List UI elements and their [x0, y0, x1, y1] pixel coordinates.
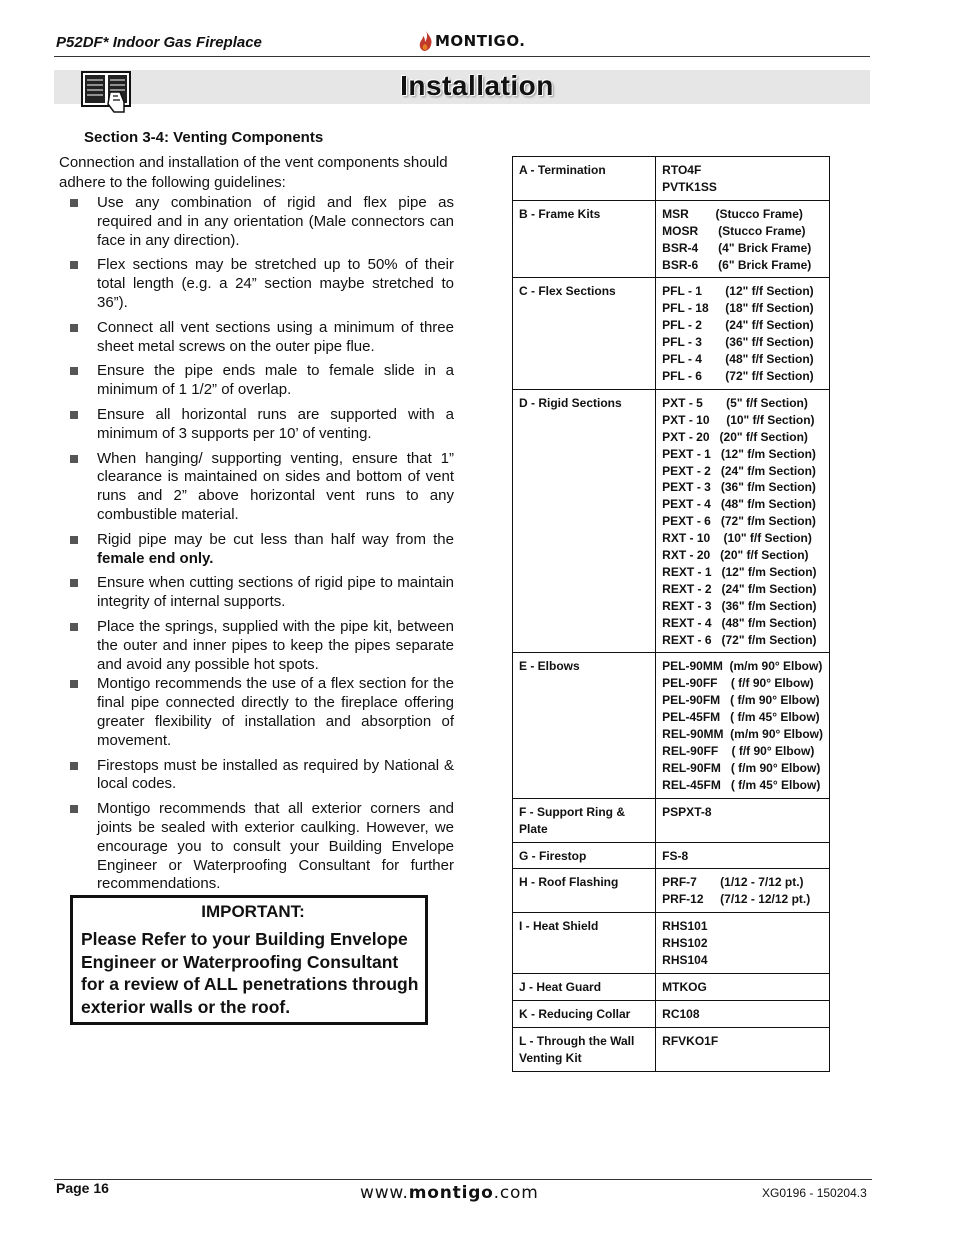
document-title: P52DF* Indoor Gas Fireplace: [56, 34, 262, 51]
part-number: RXT - 20 (20" f/f Section): [662, 548, 809, 563]
part-number: RFVKO1F: [662, 1033, 719, 1048]
section-heading: Section 3-4: Venting Components: [84, 129, 324, 146]
important-title: IMPORTANT:: [201, 902, 305, 921]
bullet-icon: [70, 261, 78, 269]
part-number: FS-8: [662, 848, 689, 863]
component-category: E - Elbows: [513, 653, 656, 798]
table-row: [513, 842, 830, 869]
part-number: PEL-90FM ( f/m 90° Elbow): [662, 693, 820, 708]
component-category: B - Frame Kits: [513, 200, 656, 278]
table-row: [513, 157, 830, 201]
part-numbers: [656, 653, 830, 798]
table-row: [513, 798, 830, 842]
part-numbers: [656, 389, 830, 653]
list-item: Rigid pipe may be cut less than half way from the female end only.: [66, 531, 454, 569]
part-number: PEL-45FM ( f/m 45° Elbow): [662, 710, 820, 725]
part-number: PRF-12 (7/12 - 12/12 pt.): [662, 892, 811, 907]
part-number: PFL - 4 (48" f/f Section): [662, 352, 814, 367]
brand-name: MONTIGO.: [435, 32, 526, 50]
table-row: [513, 278, 830, 389]
part-numbers: [656, 1000, 830, 1027]
bullet-icon: [70, 324, 78, 332]
montigo-logo: [418, 26, 525, 56]
bullet-icon: [70, 762, 78, 770]
component-category: I - Heat Shield: [513, 913, 656, 974]
part-number: PFL - 2 (24" f/f Section): [662, 318, 814, 333]
bullet-icon: [70, 367, 78, 375]
bullet-icon: [70, 623, 78, 631]
component-category: A - Termination: [513, 157, 656, 201]
part-numbers: [656, 798, 830, 842]
part-number: MSR (Stucco Frame): [662, 206, 803, 221]
table-row: [513, 653, 830, 798]
important-body: Please Refer to your Building Envelope Engineer or Waterproofing Consultant for a review of ALL penetrations through exterior walls or the roof.: [81, 929, 419, 1017]
document-number: XG0196 - 150204.3: [762, 1186, 867, 1200]
part-number: BSR-4 (4" Brick Frame): [662, 240, 812, 255]
table-row: [513, 1000, 830, 1027]
table-row: [513, 1027, 830, 1071]
list-item: Montigo recommends the use of a flex section for the final pipe connected directly to the fireplace offering greater flexibility of installation and absorption of movement.: [66, 675, 454, 750]
part-number: RHS101: [662, 919, 708, 934]
part-numbers: [656, 913, 830, 974]
part-number: RXT - 10 (10" f/f Section): [662, 531, 812, 546]
list-item: Firestops must be installed as required by National & local codes.: [66, 757, 454, 795]
part-number: PEL-90FF ( f/f 90° Elbow): [662, 676, 814, 691]
part-numbers: [656, 200, 830, 278]
part-number: PEXT - 4 (48" f/m Section): [662, 497, 816, 512]
bullet-icon: [70, 455, 78, 463]
guidelines-list: [66, 194, 454, 900]
table-row: [513, 389, 830, 653]
part-numbers: [656, 1027, 830, 1071]
part-number: REXT - 3 (36" f/m Section): [662, 598, 817, 613]
part-number: BSR-6 (6" Brick Frame): [662, 257, 812, 272]
bullet-icon: [70, 411, 78, 419]
part-number: PEL-90MM (m/m 90° Elbow): [662, 659, 823, 674]
part-number: RHS102: [662, 936, 708, 951]
list-item: Place the springs, supplied with the pipe kit, between the outer and inner pipes to keep the pipes separate and avoid any possible hot spots.: [66, 618, 454, 674]
part-number: REL-90MM (m/m 90° Elbow): [662, 727, 823, 742]
bullet-icon: [70, 805, 78, 813]
bullet-icon: [70, 680, 78, 688]
list-item: Flex sections may be stretched up to 50% of their total length (e.g. a 24” section maybe stretched to 36”).: [66, 256, 454, 312]
page-title: Installation: [400, 70, 554, 101]
part-number: REL-90FM ( f/m 90° Elbow): [662, 760, 821, 775]
header-rule: [54, 56, 870, 57]
footer-rule: [54, 1179, 872, 1180]
part-numbers: [656, 869, 830, 913]
component-category: D - Rigid Sections: [513, 389, 656, 653]
part-number: REL-45FM ( f/m 45° Elbow): [662, 777, 821, 792]
part-number: PSPXT-8: [662, 804, 712, 819]
part-number: PFL - 1 (12" f/f Section): [662, 284, 814, 299]
bullet-icon: [70, 579, 78, 587]
component-category: C - Flex Sections: [513, 278, 656, 389]
part-number: RTO4F: [662, 163, 702, 177]
list-item: When hanging/ supporting venting, ensure that 1” clearance is maintained on sides and bottom of vent runs and 2” above horizontal vent runs to any combustible material.: [66, 450, 454, 525]
part-number: PXT - 10 (10" f/f Section): [662, 412, 815, 427]
part-numbers: [656, 278, 830, 389]
part-number: MOSR (Stucco Frame): [662, 223, 806, 238]
part-number: REXT - 6 (72" f/m Section): [662, 632, 817, 647]
part-numbers: [656, 842, 830, 869]
intro-paragraph: Connection and installation of the vent components should adhere to the following guidelines:: [59, 154, 448, 191]
table-row: [513, 200, 830, 278]
important-notice: [70, 895, 428, 1025]
page-number: Page 16: [56, 1180, 109, 1196]
part-number: RHS104: [662, 953, 708, 968]
part-number: REXT - 2 (24" f/m Section): [662, 581, 817, 596]
part-number: REXT - 1 (12" f/m Section): [662, 564, 817, 579]
component-category: G - Firestop: [513, 842, 656, 869]
list-item: Montigo recommends that all exterior corners and joints be sealed with exterior caulking. However, we encourage you to consult your Building Envelope Engineer or Waterproofing Consultant for further recommendations.: [66, 800, 454, 894]
component-category: K - Reducing Collar: [513, 1000, 656, 1027]
part-numbers: [656, 157, 830, 201]
venting-components-table: [512, 156, 830, 1072]
flame-icon: [418, 30, 434, 52]
part-number: PFL - 3 (36" f/f Section): [662, 335, 814, 350]
table-row: [513, 869, 830, 913]
table-row: [513, 973, 830, 1000]
part-number: PVTK1SS: [662, 179, 717, 194]
part-number: PFL - 6 (72" f/f Section): [662, 368, 814, 383]
component-category: F - Support Ring & Plate: [513, 798, 656, 842]
part-number: PFL - 18 (18" f/f Section): [662, 301, 814, 316]
part-number: PEXT - 3 (36" f/m Section): [662, 480, 816, 495]
list-item: Ensure the pipe ends male to female slide in a minimum of 1 1/2” of overlap.: [66, 362, 454, 400]
list-item: Use any combination of rigid and flex pipe as required and in any orientation (Male connectors can face in any direction).: [66, 194, 454, 250]
bullet-icon: [70, 199, 78, 207]
part-number: REL-90FF ( f/f 90° Elbow): [662, 744, 815, 758]
bullet-icon: [70, 536, 78, 544]
part-number: MTKOG: [662, 979, 707, 994]
part-number: PEXT - 6 (72" f/m Section): [662, 514, 816, 529]
part-number: PEXT - 1 (12" f/m Section): [662, 446, 816, 461]
table-row: [513, 913, 830, 974]
component-category: J - Heat Guard: [513, 973, 656, 1000]
list-item: Ensure all horizontal runs are supported with a minimum of 3 supports per 10’ of venting.: [66, 406, 454, 444]
part-number: REXT - 4 (48" f/m Section): [662, 615, 817, 630]
part-numbers: [656, 973, 830, 1000]
part-number: PRF-7 (1/12 - 7/12 pt.): [662, 875, 804, 890]
component-category: L - Through the Wall Venting Kit: [513, 1027, 656, 1071]
list-item: Connect all vent sections using a minimum of three sheet metal screws on the outer pipe flue.: [66, 319, 454, 357]
part-number: RC108: [662, 1006, 700, 1021]
component-category: H - Roof Flashing: [513, 869, 656, 913]
part-number: PEXT - 2 (24" f/m Section): [662, 463, 816, 478]
part-number: PXT - 5 (5" f/f Section): [662, 395, 808, 410]
list-item: Ensure when cutting sections of rigid pipe to maintain integrity of internal supports.: [66, 574, 454, 612]
website-url: www.montigo.com: [360, 1183, 539, 1203]
part-number: PXT - 20 (20" f/f Section): [662, 429, 808, 444]
